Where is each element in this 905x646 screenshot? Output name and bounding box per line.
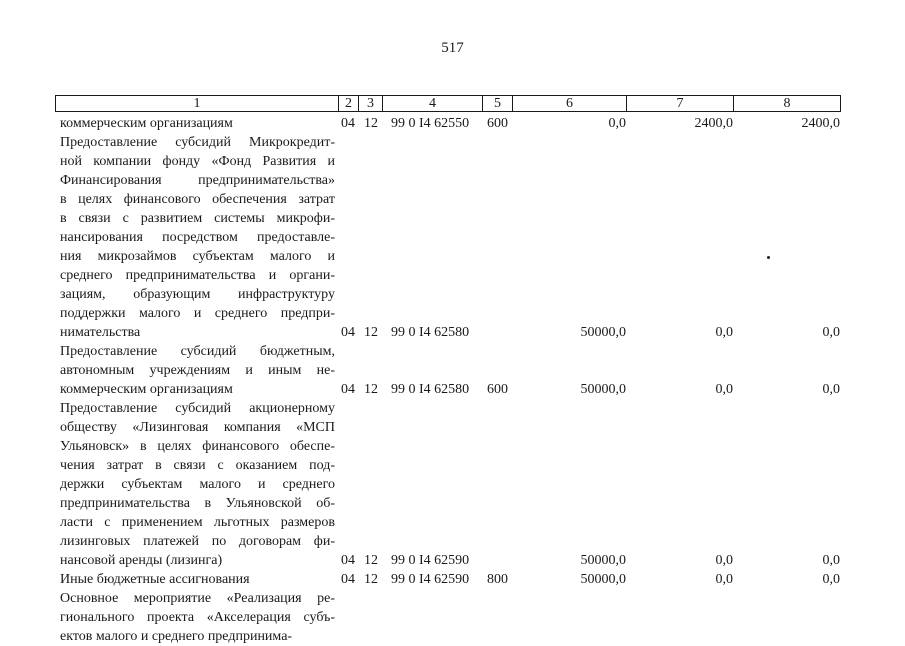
cell-c6: 50000,0 (580, 325, 626, 340)
scan-speck (767, 256, 770, 259)
table-row (0, 342, 905, 399)
description-line: Ульяновск» в целях финансового обеспе- (60, 439, 335, 454)
description-line: держки субъектам малого и среднего (60, 477, 335, 492)
description-line: Предоставление субсидий Микрокредит- (60, 135, 335, 150)
page-number: 517 (441, 40, 464, 56)
cell-c4: 99 0 I4 62590 (391, 572, 470, 587)
header-col-8: 8 (783, 96, 791, 111)
cell-c5: 600 (487, 116, 508, 131)
header-col-5: 5 (483, 96, 513, 111)
description-line: нимательства (60, 325, 141, 340)
description-line: нансовой аренды (лизинга) (60, 553, 223, 568)
cell-c6: 50000,0 (580, 572, 626, 587)
header-col-3: 3 (359, 96, 383, 111)
row-description (60, 114, 335, 133)
description-line: предпринимательства в Ульяновской об- (60, 496, 335, 511)
table-header (55, 95, 841, 112)
description-line: лизинговых платежей по договорам фи- (60, 534, 335, 549)
cell-c2: 04 (341, 382, 355, 397)
cell-c8: 0,0 (822, 553, 840, 568)
cell-c4: 99 0 I4 62580 (391, 382, 470, 397)
header-col-7: 7 (627, 96, 734, 111)
description-line: ласти с применением льготных размеров (60, 515, 335, 530)
row-description (60, 342, 335, 399)
description-line: Основное мероприятие «Реализация ре- (60, 591, 335, 606)
description-line: ектов малого и среднего предпринима- (60, 629, 293, 644)
description-line: автономным учреждениям и иным не- (60, 363, 335, 378)
cell-c8: 0,0 (822, 572, 840, 587)
header-col-6: 6 (513, 96, 627, 111)
description-line: ния микрозаймов субъектам малого и (60, 249, 335, 264)
header-col-4: 4 (383, 96, 483, 111)
cell-c2: 04 (341, 553, 355, 568)
cell-c6: 50000,0 (580, 553, 626, 568)
cell-c7: 0,0 (715, 572, 733, 587)
row-description (60, 570, 335, 589)
cell-c8: 2400,0 (801, 116, 840, 131)
cell-c4: 99 0 I4 62590 (391, 553, 470, 568)
cell-c6: 0,0 (608, 116, 626, 131)
cell-c4: 99 0 I4 62550 (391, 116, 470, 131)
cell-c3: 12 (364, 572, 378, 587)
table-row (0, 133, 905, 342)
row-description (60, 399, 335, 570)
table-row (0, 589, 905, 646)
description-line: чения затрат в связи с оказанием под- (60, 458, 335, 473)
description-line: нансирования посредством предоставле- (60, 230, 335, 245)
cell-c8: 0,0 (822, 325, 840, 340)
cell-c7: 0,0 (715, 553, 733, 568)
description-line: коммерческим организациям (60, 116, 233, 131)
cell-c3: 12 (364, 325, 378, 340)
description-line: Предоставление субсидий акционерному (60, 401, 335, 416)
cell-c5: 800 (487, 572, 508, 587)
description-line: Финансирования предпринимательства» (60, 173, 335, 188)
table-row (0, 570, 905, 589)
description-line: среднего предпринимательства и органи- (60, 268, 335, 283)
cell-c5: 600 (487, 382, 508, 397)
cell-c4: 99 0 I4 62580 (391, 325, 470, 340)
cell-c8: 0,0 (822, 382, 840, 397)
header-col-2: 2 (339, 96, 359, 111)
description-line: Иные бюджетные ассигнования (60, 572, 250, 587)
cell-c7: 0,0 (715, 382, 733, 397)
description-line: зациям, образующим инфраструктуру (60, 287, 335, 302)
description-line: в целях финансового обеспечения затрат (60, 192, 335, 207)
description-line: Предоставление субсидий бюджетным, (60, 344, 335, 359)
cell-c3: 12 (364, 553, 378, 568)
description-line: в связи с развитием системы микрофи- (60, 211, 335, 226)
description-line: обществу «Лизинговая компания «МСП (60, 420, 335, 435)
cell-c7: 2400,0 (694, 116, 733, 131)
table-row (0, 114, 905, 133)
table-row (0, 399, 905, 570)
cell-c2: 04 (341, 572, 355, 587)
cell-c3: 12 (364, 116, 378, 131)
cell-c3: 12 (364, 382, 378, 397)
cell-c2: 04 (341, 116, 355, 131)
description-line: коммерческим организациям (60, 382, 233, 397)
row-description (60, 589, 335, 646)
cell-c7: 0,0 (715, 325, 733, 340)
description-line: поддержки малого и среднего предпри- (60, 306, 335, 321)
cell-c6: 50000,0 (580, 382, 626, 397)
description-line: ной компании фонду «Фонд Развития и (60, 154, 335, 169)
description-line: гионального проекта «Акселерация субъ- (60, 610, 335, 625)
row-description (60, 133, 335, 342)
header-col-1: 1 (56, 96, 339, 111)
cell-c2: 04 (341, 325, 355, 340)
